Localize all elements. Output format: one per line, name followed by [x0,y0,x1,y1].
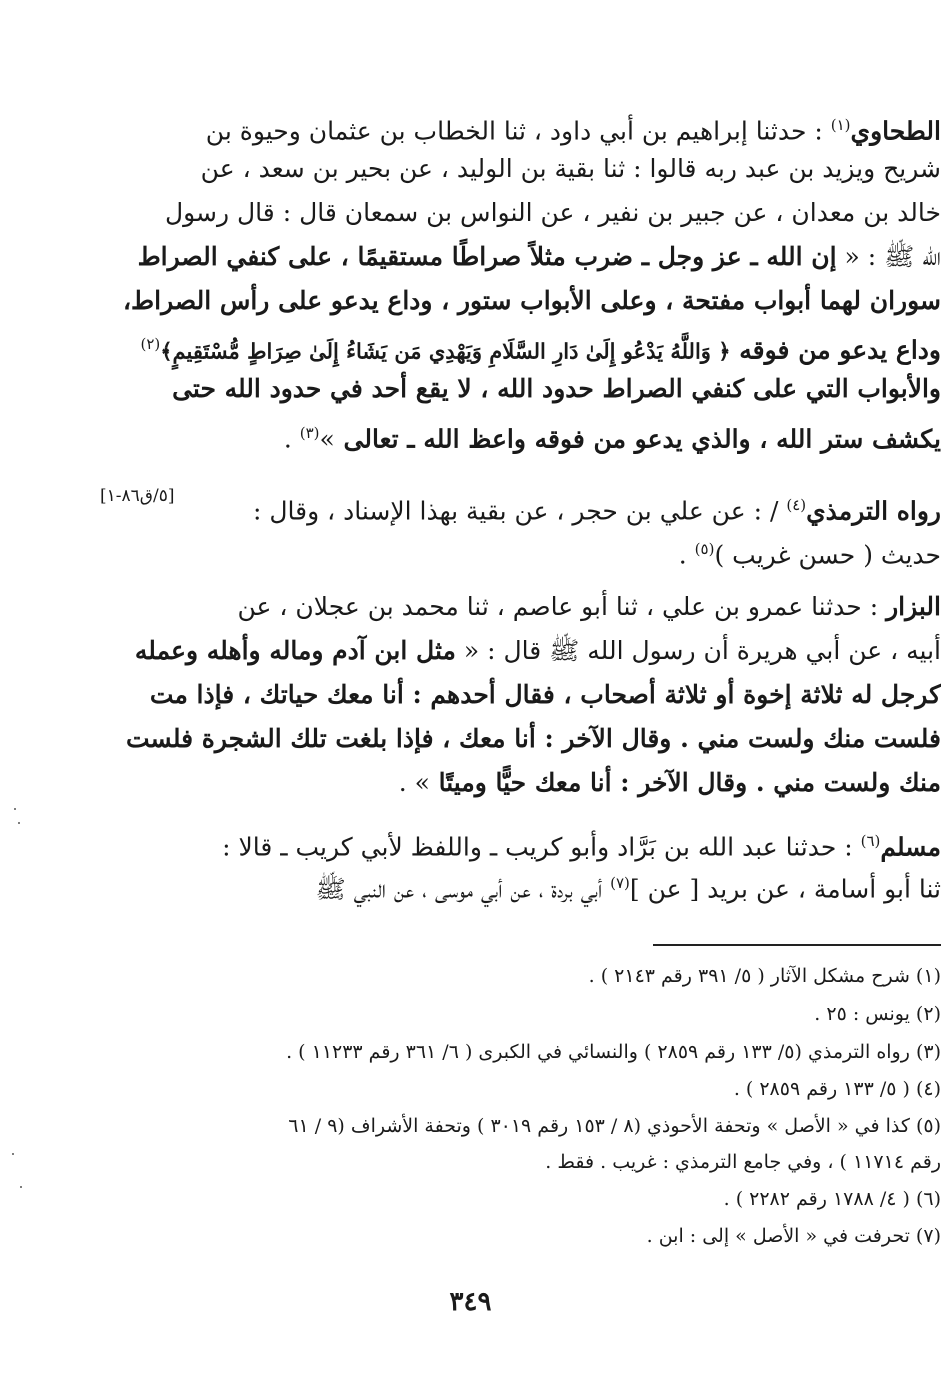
source-heading: البزار [886,592,941,621]
text-span: حديث ( حسن غريب ) [714,540,941,570]
body-line [164,196,941,230]
body-line [172,372,941,406]
footnote-marker: (٤) [786,496,807,514]
text-span: » [319,424,335,454]
footnote: (٢) يونس : ٢٥ . [814,1003,941,1025]
scan-speck [12,1153,14,1155]
body-line [221,532,941,572]
hadith-text: سوران لهما أبواب مفتحة ، وعلى الأبواب ستور ، وداع يدعو على رأس الصراط، [122,286,941,315]
text-span: شريح ويزيد بن عبد ربه قالوا : ثنا بقية بن الوليد ، عن بحير بن سعد ، عن [200,154,941,183]
quran-verse: ﴿ وَاللَّهُ يَدْعُو إِلَىٰ دَارِ السَّلَامِ وَيَهْدِي مَن يَشَاءُ إِلَىٰ صِرَاطٍ مُّسْتَقِيمٍ﴾ [160,338,731,364]
footnote: رقم ١١٧١٤ ) ، وفي جامع الترمذي : غريب . فقط . [545,1151,941,1173]
scan-speck [18,822,20,824]
text-span: ثنا أبو أسامة ، عن بريد [ عن ] [629,874,941,904]
source-heading: مسلم [880,832,941,862]
hadith-text: كرجل له ثلاثة إخوة أو ثلاثة أصحاب ، فقال أحدهم : أنا معك حياتك ، فإذا مت [149,680,941,709]
text-span: أبيه ، عن أبي هريرة أن رسول الله ﷺ قال : « [455,636,941,665]
hadith-text: منك ولست مني . وقال الآخر : أنا معك حيًّا وميتًا [429,768,941,797]
body-line [134,634,941,668]
body-line [149,678,941,712]
footnote: (٤) ( ٥/ ١٣٣ رقم ٢٨٥٩ ) . [733,1078,941,1100]
footnote-marker: (٣) [299,424,320,442]
text-span: خالد بن معدان ، عن جبير بن نفير ، عن النواس بن سمعان قال : قال رسول [164,198,941,227]
footnote: (٧) تحرفت في « الأصل » إلى : ابن . [646,1225,941,1247]
body-line [200,152,941,186]
hadith-text: وداع يدعو من فوقه [730,335,941,365]
footnote-marker: (٦) [860,832,881,850]
body-line [221,866,941,906]
text-span: : حدثنا عبد الله بن بَرَّاد وأبو كريب ـ واللفظ لأبي كريب ـ قالا : [222,832,861,862]
source-heading: الطحاوي [850,116,941,146]
page-number: ٣٤٩ [449,1287,492,1317]
body-line [140,327,941,368]
body-line [221,416,941,456]
body-line [122,284,941,318]
footnote-marker: (١) [830,116,851,134]
manuscript-margin-reference: [٥/ق٨٦-١] [100,486,175,506]
hadith-text: فلست منك ولست مني . وقال الآخر : أنا معك ، فإذا بلغت تلك الشجرة فلست [125,724,941,753]
footnote-marker: (٧) [610,874,630,892]
text-span: الله ﷺ : « [836,242,941,271]
scan-speck [20,1186,22,1188]
text-span: : حدثنا إبراهيم بن أبي داود ، ثنا الخطاب بن عثمان وحيوة بن [205,116,831,146]
footnote: (٣) رواه الترمذي (٥/ ١٣٣ رقم ٢٨٥٩ ) والنسائي في الكبرى ( ٦/ ٣٦١ رقم ١١٢٣٣ ) . [286,1041,941,1063]
footnote-marker: (٥) [694,540,715,558]
body-line [205,108,941,148]
hadith-text: إن الله ـ عز وجل ـ ضرب مثلاً صراطًا مستقيمًا ، على كنفي الصراط [137,242,837,271]
body-line [236,488,941,528]
hadith-text: يكشف ستر الله ، والذي يدعو من فوقه واعظ الله ـ تعالى [334,424,941,454]
hadith-text: مثل ابن آدم وماله وأهله وعمله [134,636,456,665]
footnote: (٥) كذا في « الأصل » وتحفة الأحوذي (٨ / ١٥٣ رقم ٣٠١٩ ) وتحفة الأشراف (٩ / ٦١ [288,1115,941,1137]
text-span: » . [398,768,430,797]
body-line [125,722,941,756]
footnote: (٦) ( ٤/ ١٧٨٨ رقم ٢٢٨٢ ) . [723,1188,941,1210]
footnote: (١) شرح مشكل الآثار ( ٥/ ٣٩١ رقم ٢١٤٣ ) . [588,965,941,987]
text-span: أبي بردة ، عن أبي موسى ، عن النبي ﷺ [315,874,611,904]
body-line [236,590,941,624]
hadith-text: والأبواب التي على كنفي الصراط حدود الله ، لا يقع أحد في حدود الله حتى [172,374,941,403]
footnote-marker: (٢) [140,335,161,353]
footnote-divider [653,944,941,946]
body-line [222,824,941,864]
body-line [221,766,941,800]
text-span: . [283,424,300,454]
text-span: / : عن علي بن حجر ، عن بقية بهذا الإسناد ، وقال : [253,496,787,526]
text-span: . [678,540,695,570]
text-span: : حدثنا عمرو بن علي ، ثنا أبو عاصم ، ثنا محمد بن عجلان ، عن [237,592,887,621]
scan-speck [14,808,16,810]
source-heading: رواه الترمذي [806,496,941,526]
body-line [137,240,941,274]
